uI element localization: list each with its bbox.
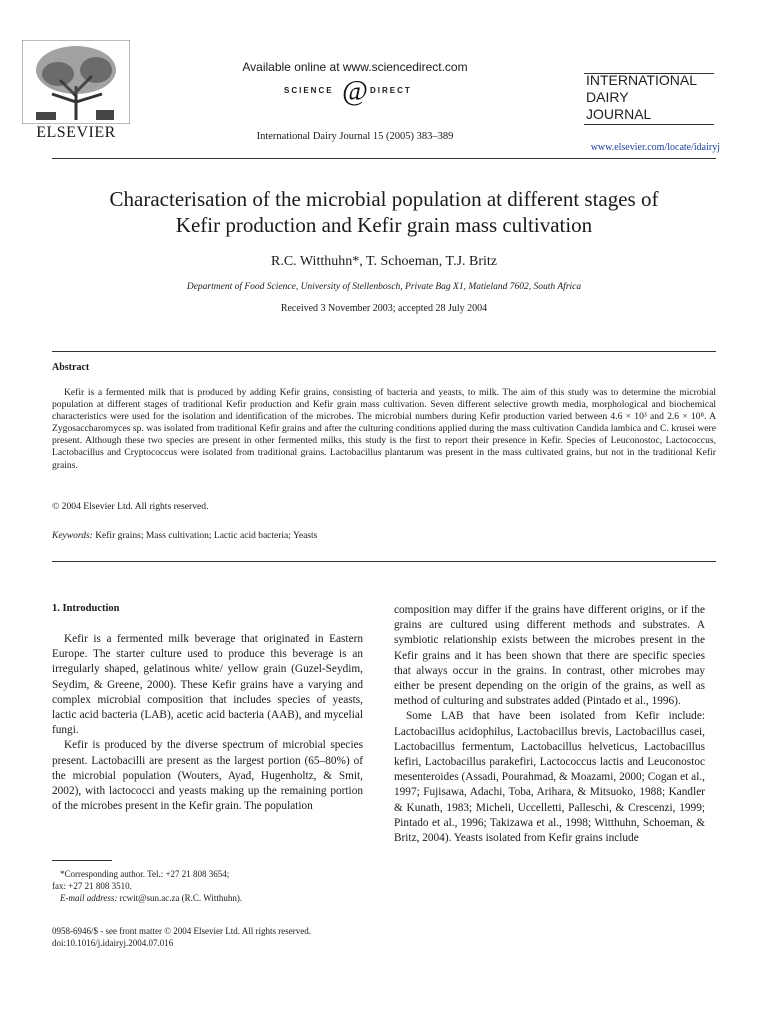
corresponding-author-note: *Corresponding author. Tel.: +27 21 808 3654; (60, 869, 230, 879)
at-sign-icon (340, 76, 370, 106)
journal-name-line: JOURNAL (586, 106, 652, 122)
journal-name (586, 72, 697, 123)
sciencedirect-logo (284, 78, 444, 108)
keywords-list: Kefir grains; Mass cultivation; Lactic acid bacteria; Yeasts (95, 531, 318, 541)
article-authors: R.C. Witthuhn*, T. Schoeman, T.J. Britz (270, 254, 498, 269)
journal-name-rule (584, 124, 714, 125)
svg-text:@: @ (342, 76, 368, 106)
available-online-text[interactable]: Available online at www.sciencedirect.com (242, 60, 468, 74)
sciencedirect-direct: DIRECT (370, 86, 412, 95)
paragraph: Kefir is a fermented milk beverage that originated in Eastern Europe. The starter culture used to produce this beverage is an irregularly shaped, gelatinous white/ yellow grain (Guzel-Seydim, Seydim, & Greene, 2000). These Kefir grains have a varying and complex microbial composition that includes species of yeasts, lactic acid bacteria (LAB), acetic acid bacteria (AAB), and mycelial fungi. (52, 633, 363, 737)
article-title (52, 186, 716, 238)
issn-line: 0958-6946/$ - see front matter © 2004 Elsevier Ltd. All rights reserved. (52, 926, 312, 936)
paragraph: composition may differ if the grains have different origins, or if the grains are cultured using different methods and substrates. A symbiotic relationship exists between the microbes present in the Kefir grains and it has been shown that there are specific species that always occur in the grains. In contrast, other microbes may either be present depending on the origin of the grains, as well as method of culturing and substrates added (Pintado et al., 1996). (394, 604, 705, 708)
abstract-text: Kefir is a fermented milk that is produced by adding Kefir grains, consisting of bacteria and yeasts, to milk. The aim of this study was to determine the microbial population at different stages of traditional Kefir production and Kefir grain mass cultivation. Seven different selective growth media, morphological and biochemical characteristics were used for the isolation and identification of the microbes. The microbial numbers during Kefir production varied between 4.6 × 10³ and 2.6 × 10⁸. A Zygosaccharomyces sp. was isolated from traditional Kefir grains and after the culturing conditions applied during the mass cultivation Candida lambica and C. krusei were present. Although these two species are present in other fermented milks, this study is the first to report their presence in Kefir. Species of Leuconostoc, Lactococcus, Lactobacillus and Cryptococcus were isolated from traditional grains. Lactobacillus plantarum was present in the mass cultivated grains, but not in the traditional Kefir grains. (52, 387, 716, 471)
email-address[interactable]: rcwit@sun.ac.za (R.C. Witthuhn). (119, 893, 243, 903)
abstract-heading: Abstract (52, 362, 90, 373)
author-affiliation: Department of Food Science, University of Stellenbosch, Private Bag X1, Matieland 7602, South Africa (186, 282, 582, 292)
sciencedirect-science: SCIENCE (284, 86, 334, 95)
paragraph: Kefir is produced by the diverse spectrum of microbial species present. Lactobacilli are present as the largest portion (65–80%) of the microbial population (Wouters, Ayad, Hugenholtz, & Smit, 2002), with lactococci and yeasts making up the remaining portion of the microbes present in the Kefir grain. The population (52, 739, 363, 813)
journal-name-line: INTERNATIONAL (586, 72, 697, 88)
publisher-logo-text: ELSEVIER (36, 124, 116, 141)
journal-url-link[interactable]: www.elsevier.com/locate/idairyj (590, 142, 720, 153)
abstract-bottom-divider (52, 561, 716, 562)
received-dates: Received 3 November 2003; accepted 28 July 2004 (280, 303, 488, 314)
article-title-line: Characterisation of the microbial population at different stages of (109, 187, 659, 211)
email-label: E-mail address: (60, 893, 118, 903)
paragraph: Some LAB that have been isolated from Kefir include: Lactobacillus acidophilus, Lactobacillus brevis, Lactobacillus casei, Lactobacillus fermentum, Lactobacillus helveticus, Lactobacillus kefiri, Lactobacillus parakefiri, Lactococcus lactis and Leuconostoc mesenteroides (Assadi, Pourahmad, & Moazami, 2000; Cogan et al., 1997; Fujisawa, Adachi, Toba, Arihara, & Mitsuoko, 1988; Kandler & Kunath, 1983; Micheli, Uccelletti, Palleschi, & Crescenzi, 1999; Pintado et al., 1996; Takizawa et al., 1998; Witthuhn, Schoeman, & Britz, 2004). Yeasts isolated from Kefir grains include (394, 710, 705, 845)
section-heading: 1. Introduction (52, 603, 120, 614)
fax-note: fax: +27 21 808 3510. (52, 881, 132, 891)
issn-block (52, 925, 382, 949)
keywords (52, 531, 317, 541)
journal-citation: International Dairy Journal 15 (2005) 383–389 (256, 131, 454, 142)
abstract-top-divider (52, 351, 716, 352)
body-column-right (394, 603, 705, 846)
footnote-block (52, 868, 372, 904)
email-note (52, 892, 372, 904)
doi-line[interactable]: doi:10.1016/j.idairyj.2004.07.016 (52, 938, 174, 948)
header-divider (52, 158, 716, 159)
footnote-divider (52, 860, 112, 861)
keywords-label: Keywords: (52, 531, 93, 541)
article-title-line: Kefir production and Kefir grain mass cultivation (175, 213, 593, 237)
journal-name-line: DAIRY (586, 89, 629, 105)
abstract-copyright: © 2004 Elsevier Ltd. All rights reserved. (52, 501, 209, 512)
body-column-left (52, 632, 363, 814)
